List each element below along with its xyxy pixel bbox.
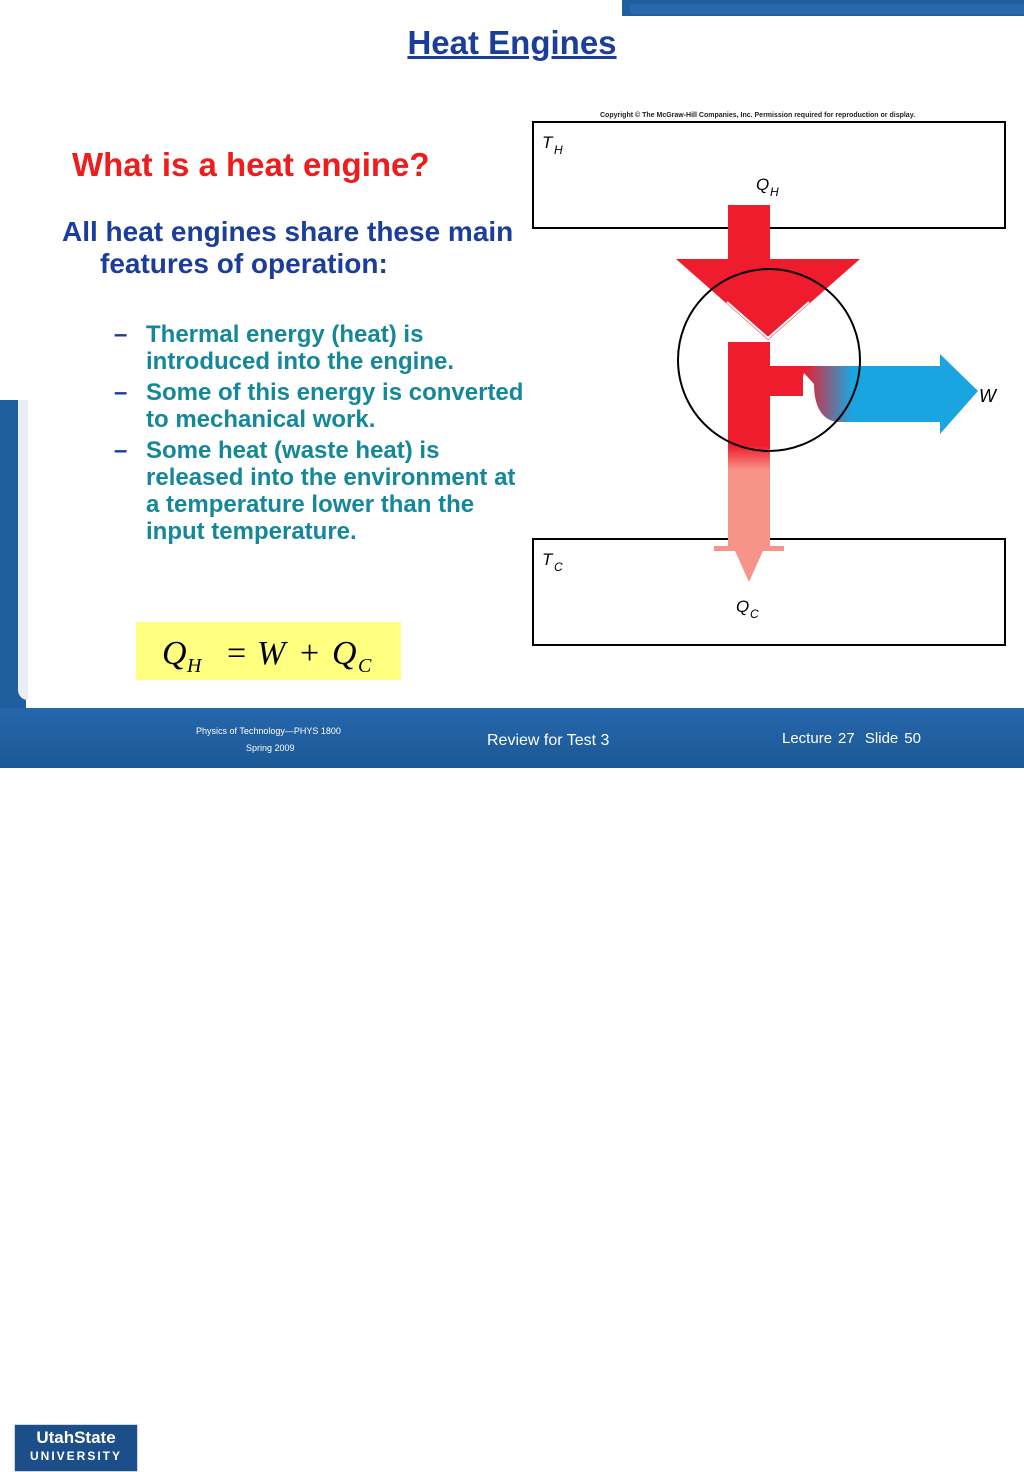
bullet-dash: – [114,321,128,348]
hot-reservoir-sub: H [554,143,563,157]
bullet-list [114,321,524,549]
lead-text: All heat engines share these main features of operation: [62,216,514,279]
heat-in-label: Q [756,175,770,194]
bullet-dash: – [114,437,128,464]
footer-term: Spring 2009 [246,743,295,753]
cold-reservoir-label: T [542,550,553,569]
slide-title: Heat Engines [407,24,617,61]
bullet-dash: – [114,379,128,406]
work-label: W [979,386,996,406]
logo-line-2: UNIVERSITY [29,1449,122,1463]
work-arrow [803,354,978,434]
equation-plus: + [300,635,320,672]
footer-review-title: Review for Test 3 [487,732,610,749]
heat-out-sub: C [750,607,759,621]
bullet-text: Thermal energy (heat) is introduced into the engine. [146,321,454,375]
heat-out-label: Q [736,597,750,616]
heat-flow-stem [728,342,770,549]
left-frame-curve [18,400,28,700]
heat-in-sub: H [770,185,779,199]
bullet-item [114,321,524,375]
equation-qh-sub: H [187,655,202,677]
footer-slide-info [782,730,927,747]
bullet-text: Some heat (waste heat) is released into the environment at a temperature lower than the input temperature. [146,437,516,545]
lecture-label: Lecture [782,730,833,747]
bullet-item [114,379,524,433]
bullet-item [114,437,524,545]
equation-qc-sub: C [358,655,372,677]
heat-engine-diagram [528,104,1008,654]
cold-reservoir [533,539,1005,645]
slide-label: Slide [864,730,899,747]
logo-line-1: UtahState [36,1428,116,1447]
equation-w: W [257,635,286,672]
copyright-notice: Copyright © The McGraw-Hill Companies, Inc. Permission required for reproduction or display. [600,112,916,119]
slide-number: 50 [904,730,921,747]
hot-reservoir-label: T [542,133,553,152]
equation-equals: = [227,635,247,672]
top-frame-highlight [630,4,1024,14]
equation-qh: Q [162,635,187,672]
lecture-number: 27 [838,730,855,747]
cold-reservoir-sub: C [554,560,563,574]
footer-course: Physics of Technology—PHYS 1800 [196,726,341,736]
equation-svg [136,622,401,680]
bullet-text: Some of this energy is converted to mechanical work. [146,379,524,433]
equation-box [136,622,401,680]
equation-qc: Q [332,635,357,672]
university-logo [14,1424,138,1472]
question-heading: What is a heat engine? [72,146,430,183]
